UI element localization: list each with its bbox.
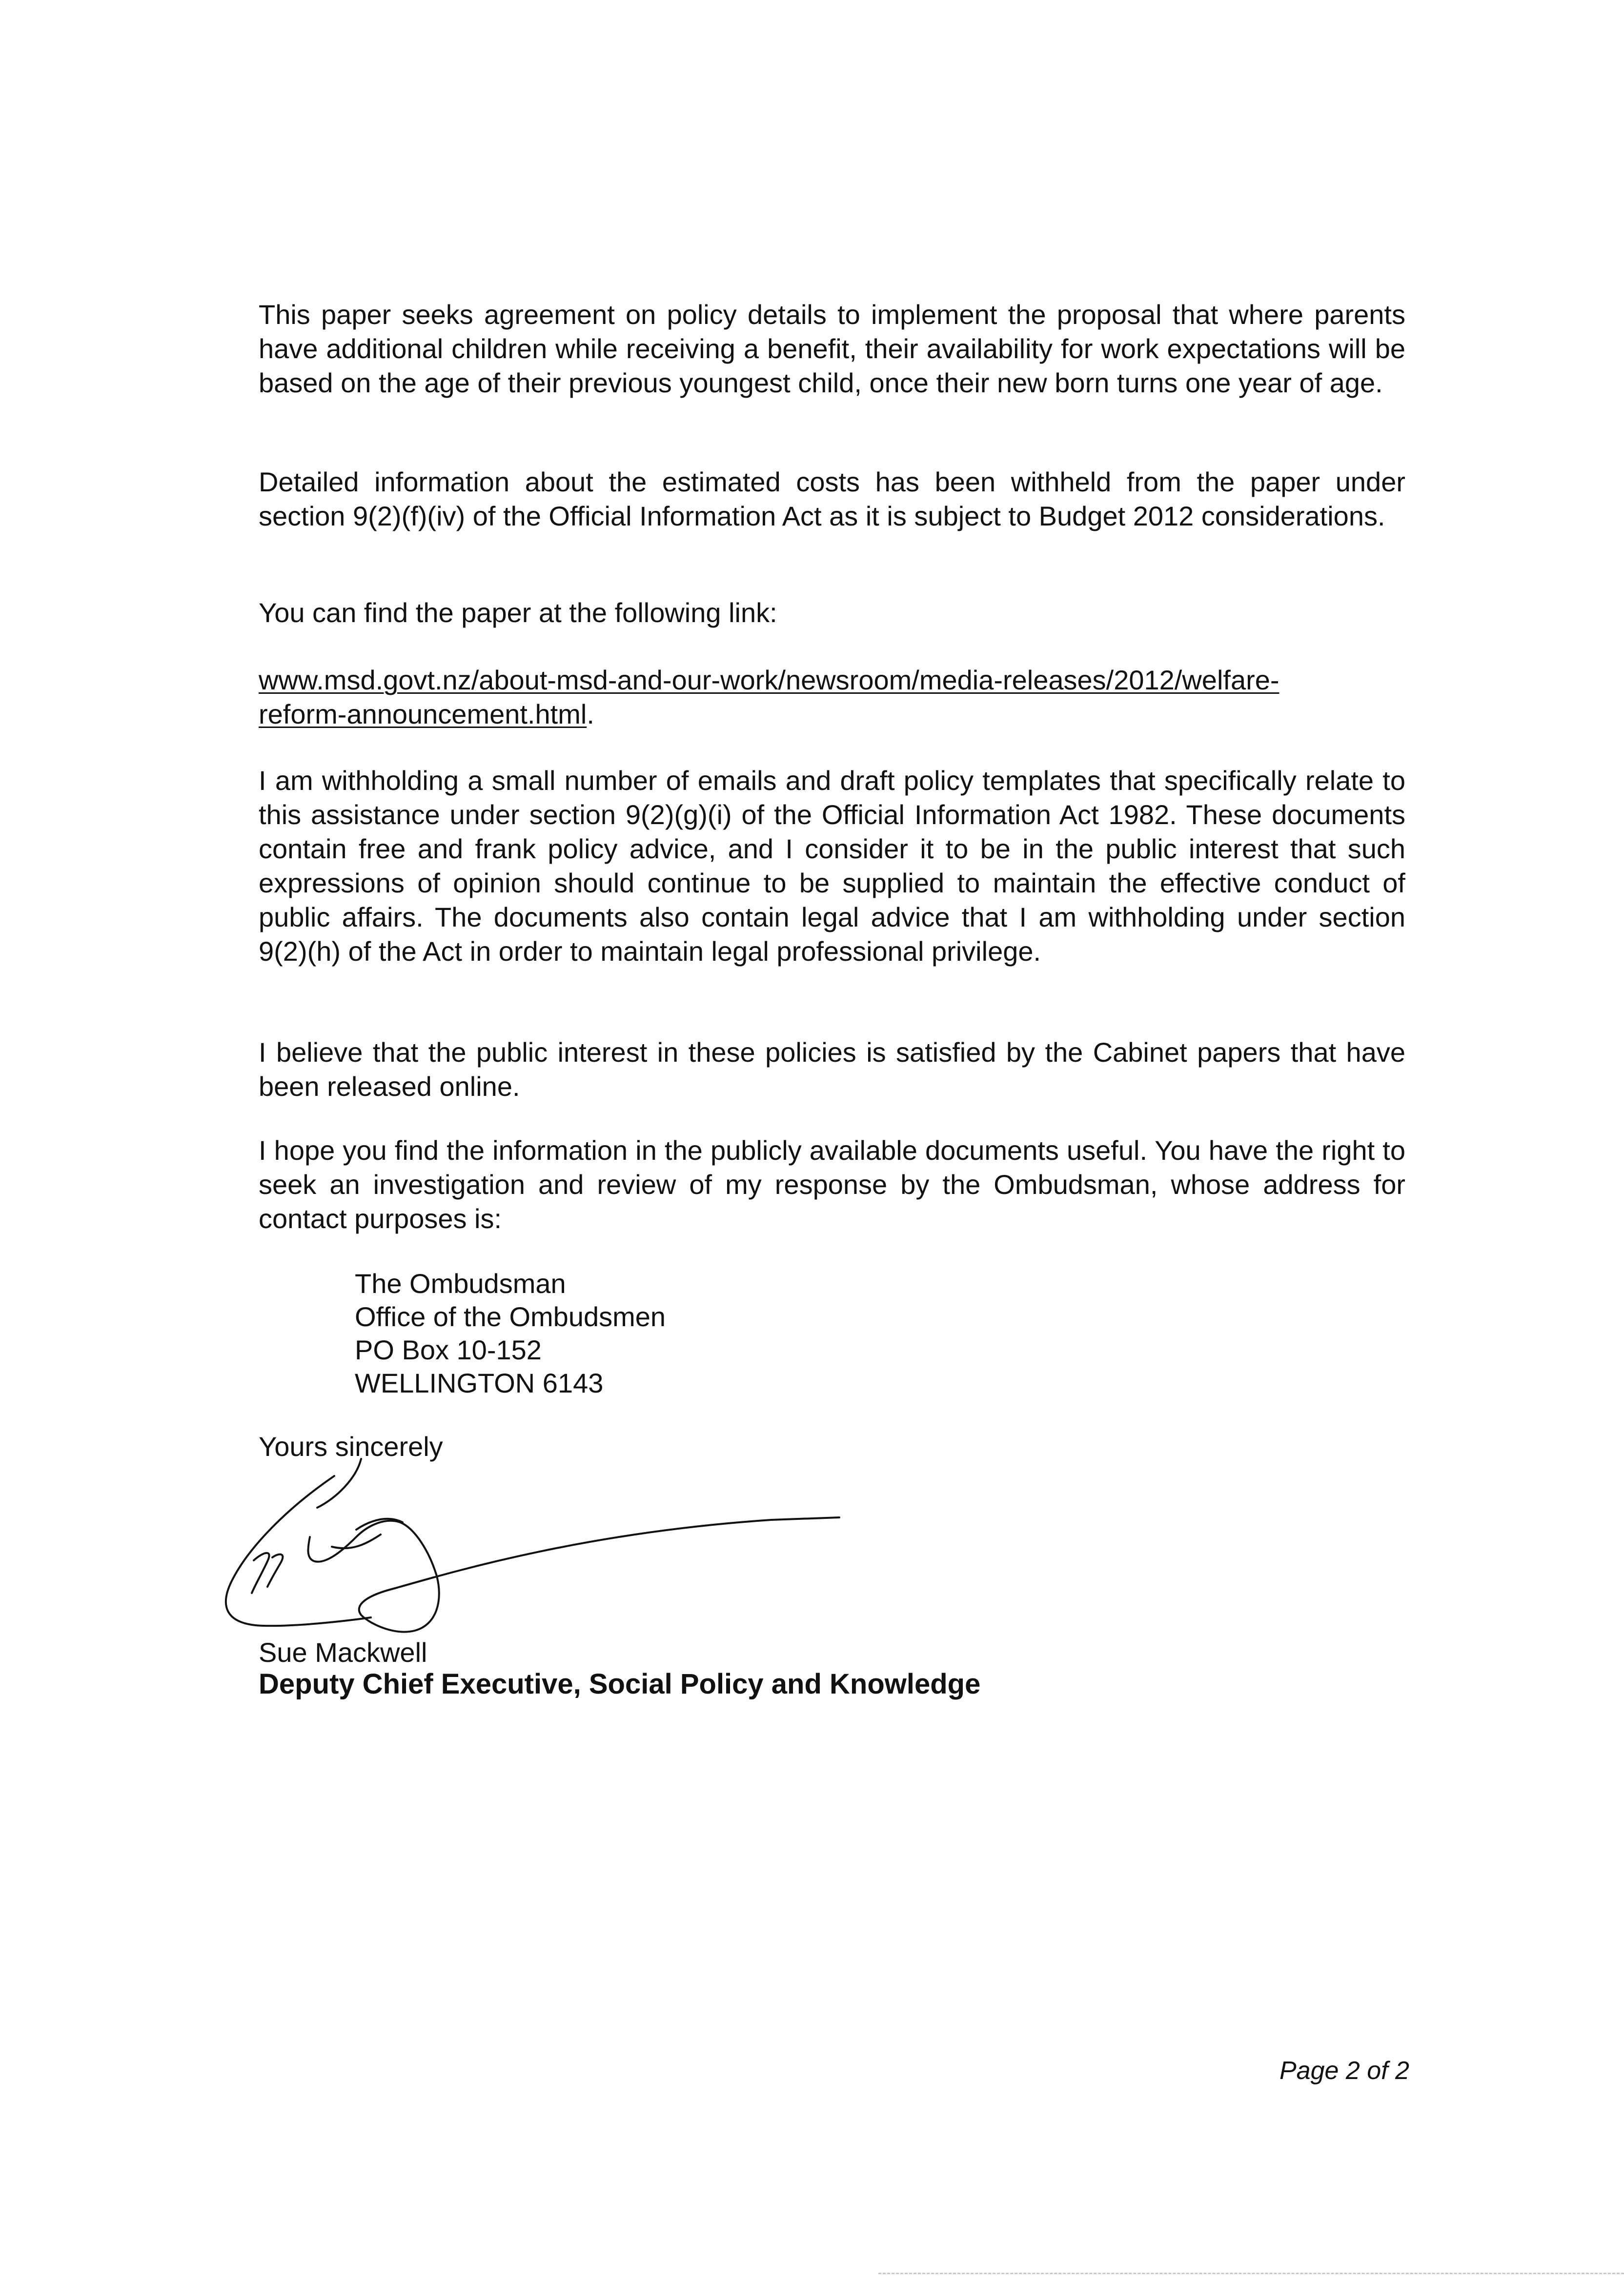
- paragraph-link-intro: You can find the paper at the following link:: [259, 597, 777, 628]
- paper-link[interactable]: [259, 665, 1279, 729]
- paragraph-public-interest: I believe that the public interest in these policies is satisfied by the Cabinet papers that have been released online.: [259, 1037, 1405, 1102]
- paper-link-line-2: reform-announcement.html: [259, 699, 587, 729]
- address-line-4: WELLINGTON 6143: [355, 1368, 604, 1398]
- scan-edge-divider: [878, 2273, 1624, 2274]
- handwritten-signature: [210, 1444, 854, 1669]
- paragraph-policy-proposal: This paper seeks agreement on policy details to implement the proposal that where parents have additional children while receiving a benefit, their availability for work expectations will be based on the age of their previous youngest child, once their new born turns one year of age.: [259, 299, 1405, 398]
- paper-link-paragraph: [259, 663, 1405, 731]
- paragraph-ombudsman-review: I hope you find the information in the publicly available documents useful. You have the right to seek an investigation and review of my response by the Ombudsman, whose address for contact purposes is:: [259, 1135, 1405, 1234]
- address-line-3: PO Box 10-152: [355, 1334, 542, 1365]
- paragraph-withholding-emails: I am withholding a small number of emails and draft policy templates that specifically relate to this assistance under section 9(2)(g)(i) of the Official Information Act 1982. These documents contain free and frank policy advice, and I consider it to be in the public interest that such expressions of opinion should continue to be supplied to maintain the effective conduct of public affairs. The documents also contain legal advice that I am withholding under section 9(2)(h) of the Act in order to maintain legal professional privilege.: [259, 765, 1405, 967]
- page-number: Page 2 of 2: [1279, 2057, 1409, 2085]
- address-line-1: The Ombudsman: [355, 1268, 566, 1299]
- signer-name: Sue Mackwell: [259, 1637, 427, 1668]
- paper-link-line-1: www.msd.govt.nz/about-msd-and-our-work/newsroom/media-releases/2012/welfare-: [259, 665, 1279, 695]
- ombudsman-address: [355, 1267, 1038, 1400]
- address-line-2: Office of the Ombudsmen: [355, 1301, 666, 1332]
- paragraph-withheld-costs: Detailed information about the estimated costs has been withheld from the paper under section 9(2)(f)(iv) of the Official Information Act as it is subject to Budget 2012 considerations.: [259, 466, 1405, 531]
- paper-link-period: .: [587, 699, 594, 729]
- closing-salutation: Yours sincerely: [259, 1431, 443, 1462]
- signer-title: Deputy Chief Executive, Social Policy and Knowledge: [259, 1668, 981, 1700]
